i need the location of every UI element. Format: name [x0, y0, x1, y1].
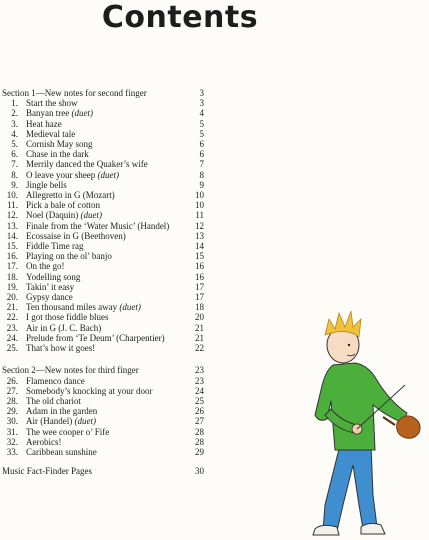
entry-page: 28: [195, 436, 204, 447]
entry-page: 10: [195, 200, 204, 211]
entry-label: [22, 98, 186, 108]
fact-finder-title: Music Fact-Finder Pages: [2, 466, 92, 477]
toc-entry[interactable]: [2, 149, 204, 159]
entry-number: 10.: [6, 190, 18, 201]
toc-entry[interactable]: [2, 129, 204, 139]
entry-label: [22, 170, 186, 180]
entry-label: [22, 437, 186, 447]
entry-page: 22: [195, 343, 204, 354]
entry-number: 25.: [6, 343, 18, 354]
entry-note: (duet): [71, 108, 93, 119]
entry-number: 3.: [11, 118, 18, 129]
entry-page: 17: [195, 292, 204, 303]
entry-page: 11: [195, 210, 204, 221]
entry-title: Noel (Daquin): [26, 210, 79, 221]
entry-page: 26: [195, 406, 204, 417]
entry-number: 21.: [6, 302, 18, 313]
entry-label: [22, 376, 186, 386]
fact-finder-page: 30: [195, 466, 204, 477]
entry-page: 8: [199, 169, 204, 180]
entry-label: [22, 416, 186, 426]
entry-label: [22, 139, 186, 149]
entry-label: [22, 333, 186, 343]
entry-label: [22, 231, 186, 241]
fact-finder-row[interactable]: [2, 466, 204, 476]
toc-entry[interactable]: [2, 386, 204, 396]
toc-entry[interactable]: [2, 447, 204, 457]
entry-number: 26.: [6, 375, 18, 386]
entry-page: 27: [195, 416, 204, 427]
section-1-list: [2, 98, 204, 353]
entry-label: [22, 149, 186, 159]
entry-page: 13: [195, 230, 204, 241]
entry-title: Yodelling song: [26, 271, 81, 282]
entry-number: 32.: [6, 436, 18, 447]
entry-label: [22, 251, 186, 261]
entry-number: 24.: [6, 332, 18, 343]
entry-number: 8.: [11, 169, 18, 180]
section-1-heading[interactable]: [2, 88, 204, 98]
toc-entry[interactable]: [2, 261, 204, 271]
section-2-title: Section 2—New notes for third finger: [2, 365, 139, 376]
toc-entry[interactable]: [2, 376, 204, 386]
entry-title: Heat haze: [26, 118, 62, 129]
entry-label: [22, 190, 186, 200]
entry-number: 2.: [11, 108, 18, 119]
entry-label: [22, 119, 186, 129]
entry-title: Takin’ it easy: [26, 281, 75, 292]
entry-number: 7.: [11, 159, 18, 170]
entry-page: 5: [199, 118, 204, 129]
entry-page: 7: [199, 159, 204, 170]
entry-title: The old chariot: [26, 396, 81, 407]
entry-title: I got those fiddle blues: [26, 312, 109, 323]
entry-page: 9: [199, 179, 204, 190]
toc-entry[interactable]: [2, 427, 204, 437]
entry-label: [22, 241, 186, 251]
entry-label: [22, 108, 186, 118]
entry-number: 33.: [6, 447, 18, 458]
toc-entry[interactable]: [2, 221, 204, 231]
entry-title: Cornish May song: [26, 139, 93, 150]
entry-page: 23: [195, 375, 204, 386]
toc-entry[interactable]: [2, 323, 204, 333]
entry-number: 18.: [6, 271, 18, 282]
entry-page: 18: [195, 302, 204, 313]
entry-label: [22, 302, 186, 312]
entry-number: 16.: [6, 251, 18, 262]
toc-entry[interactable]: [2, 241, 204, 251]
section-2-page: 23: [195, 365, 204, 376]
entry-page: 16: [195, 261, 204, 272]
entry-title: On the go!: [26, 261, 65, 272]
entry-title: Ecossaise in G (Beethoven): [26, 230, 126, 241]
entry-page: 16: [195, 271, 204, 282]
entry-title: Finale from the ‘Water Music’ (Handel): [26, 220, 170, 231]
entry-note: (duet): [80, 210, 102, 221]
entry-title: Banyan tree: [26, 108, 70, 119]
entry-label: [22, 343, 186, 353]
violin: [397, 416, 421, 438]
entry-page: 20: [195, 312, 204, 323]
entry-number: 15.: [6, 241, 18, 252]
entry-note: (duet): [119, 302, 141, 313]
entry-number: 31.: [6, 426, 18, 437]
entry-number: 4.: [11, 128, 18, 139]
entry-title: Medieval tale: [26, 128, 76, 139]
entry-page: 21: [195, 332, 204, 343]
entry-title: Start the show: [26, 98, 78, 109]
entry-page: 24: [195, 385, 204, 396]
entry-label: [22, 200, 186, 210]
entry-title: Jingle bells: [26, 179, 67, 190]
toc-entry[interactable]: [2, 180, 204, 190]
toc-entry[interactable]: [2, 406, 204, 416]
entry-label: [22, 323, 186, 333]
table-of-contents: [2, 88, 204, 477]
toc-entry[interactable]: [2, 272, 204, 282]
section-2-list: [2, 376, 204, 458]
toc-entry[interactable]: [2, 416, 204, 426]
entry-title: Chase in the dark: [26, 149, 89, 160]
entry-label: [22, 210, 186, 220]
violinist-illustration: [285, 305, 429, 540]
entry-number: 28.: [6, 396, 18, 407]
entry-note: (duet): [97, 169, 119, 180]
entry-label: [22, 180, 186, 190]
entry-label: [22, 386, 186, 396]
toc-entry[interactable]: [2, 139, 204, 149]
toc-entry[interactable]: [2, 396, 204, 406]
entry-number: 6.: [11, 149, 18, 160]
entry-page: 14: [195, 241, 204, 252]
toc-entry[interactable]: [2, 98, 204, 108]
entry-title: Aerobics!: [26, 436, 62, 447]
entry-page: 28: [195, 426, 204, 437]
entry-label: [22, 272, 186, 282]
entry-number: 9.: [11, 179, 18, 190]
section-1-page: 3: [199, 88, 204, 98]
entry-label: [22, 129, 186, 139]
toc-entry[interactable]: [2, 210, 204, 220]
entry-title: Air in G (J. C. Bach): [26, 322, 102, 333]
entry-title: Gypsy dance: [26, 292, 73, 303]
entry-page: 25: [195, 396, 204, 407]
entry-number: 23.: [6, 322, 18, 333]
entry-title: Playing on the ol’ banjo: [26, 251, 112, 262]
entry-page: 17: [195, 281, 204, 292]
entry-title: Allegretto in G (Mozart): [26, 190, 115, 201]
entry-title: The wee cooper o’ Fife: [26, 426, 110, 437]
entry-label: [22, 221, 186, 231]
eye: [348, 344, 350, 346]
entry-number: 20.: [6, 292, 18, 303]
entry-title: That’s how it goes!: [26, 343, 96, 354]
toc-entry[interactable]: [2, 190, 204, 200]
entry-number: 12.: [6, 210, 18, 221]
toc-entry[interactable]: [2, 302, 204, 312]
entry-title: Somebody’s knocking at your door: [26, 385, 153, 396]
entry-number: 14.: [6, 230, 18, 241]
section-2-heading[interactable]: [2, 365, 204, 375]
entry-title: Adam in the garden: [26, 406, 98, 417]
left-shoe: [313, 525, 339, 535]
toc-entry[interactable]: [2, 437, 204, 447]
entry-title: O leave your sheep: [26, 169, 96, 180]
entry-title: Fiddle Time rag: [26, 241, 84, 252]
entry-label: [22, 312, 186, 322]
entry-page: 15: [195, 251, 204, 262]
entry-title: Air (Handel): [26, 416, 73, 427]
toc-entry[interactable]: [2, 170, 204, 180]
entry-title: Merrily danced the Quaker’s wife: [26, 159, 148, 170]
toc-entry[interactable]: [2, 282, 204, 292]
entry-label: [22, 282, 186, 292]
toc-entry[interactable]: [2, 251, 204, 261]
entry-page: 21: [195, 322, 204, 333]
entry-number: 19.: [6, 281, 18, 292]
entry-page: 12: [195, 220, 204, 231]
entry-title: Pick a bale of cotton: [26, 200, 100, 211]
jumper: [315, 363, 407, 450]
toc-entry[interactable]: [2, 343, 204, 353]
entry-number: 13.: [6, 220, 18, 231]
toc-entry[interactable]: [2, 292, 204, 302]
entry-page: 29: [195, 447, 204, 458]
entry-label: [22, 406, 186, 416]
entry-title: Ten thousand miles away: [26, 302, 118, 313]
entry-number: 11.: [7, 200, 18, 211]
entry-label: [22, 292, 186, 302]
entry-number: 22.: [6, 312, 18, 323]
entry-page: 6: [199, 149, 204, 160]
entry-label: [22, 159, 186, 169]
toc-entry[interactable]: [2, 159, 204, 169]
entry-label: [22, 261, 186, 271]
entry-page: 10: [195, 190, 204, 201]
entry-page: 4: [199, 108, 204, 119]
entry-number: 5.: [11, 139, 18, 150]
right-shoe: [361, 523, 385, 534]
entry-label: [22, 396, 186, 406]
entry-page: 6: [199, 139, 204, 150]
entry-page: 3: [199, 98, 204, 109]
page-title: Contents: [101, 0, 259, 35]
entry-page: 5: [199, 128, 204, 139]
entry-title: Flamenco dance: [26, 375, 85, 386]
toc-entry[interactable]: [2, 200, 204, 210]
trousers: [323, 445, 377, 531]
section-1-title: Section 1—New notes for second finger: [2, 88, 147, 98]
toc-entry[interactable]: [2, 108, 204, 118]
entry-number: 29.: [6, 406, 18, 417]
entry-number: 1.: [11, 98, 18, 109]
entry-number: 30.: [6, 416, 18, 427]
entry-note: (duet): [74, 416, 96, 427]
entry-label: [22, 447, 186, 457]
toc-entry[interactable]: [2, 312, 204, 322]
entry-number: 17.: [6, 261, 18, 272]
entry-title: Prelude from ‘Te Deum’ (Charpentier): [26, 332, 165, 343]
entry-number: 27.: [6, 385, 18, 396]
entry-title: Caribbean sunshine: [26, 447, 97, 458]
entry-label: [22, 427, 186, 437]
toc-entry[interactable]: [2, 119, 204, 129]
toc-entry[interactable]: [2, 333, 204, 343]
toc-entry[interactable]: [2, 231, 204, 241]
